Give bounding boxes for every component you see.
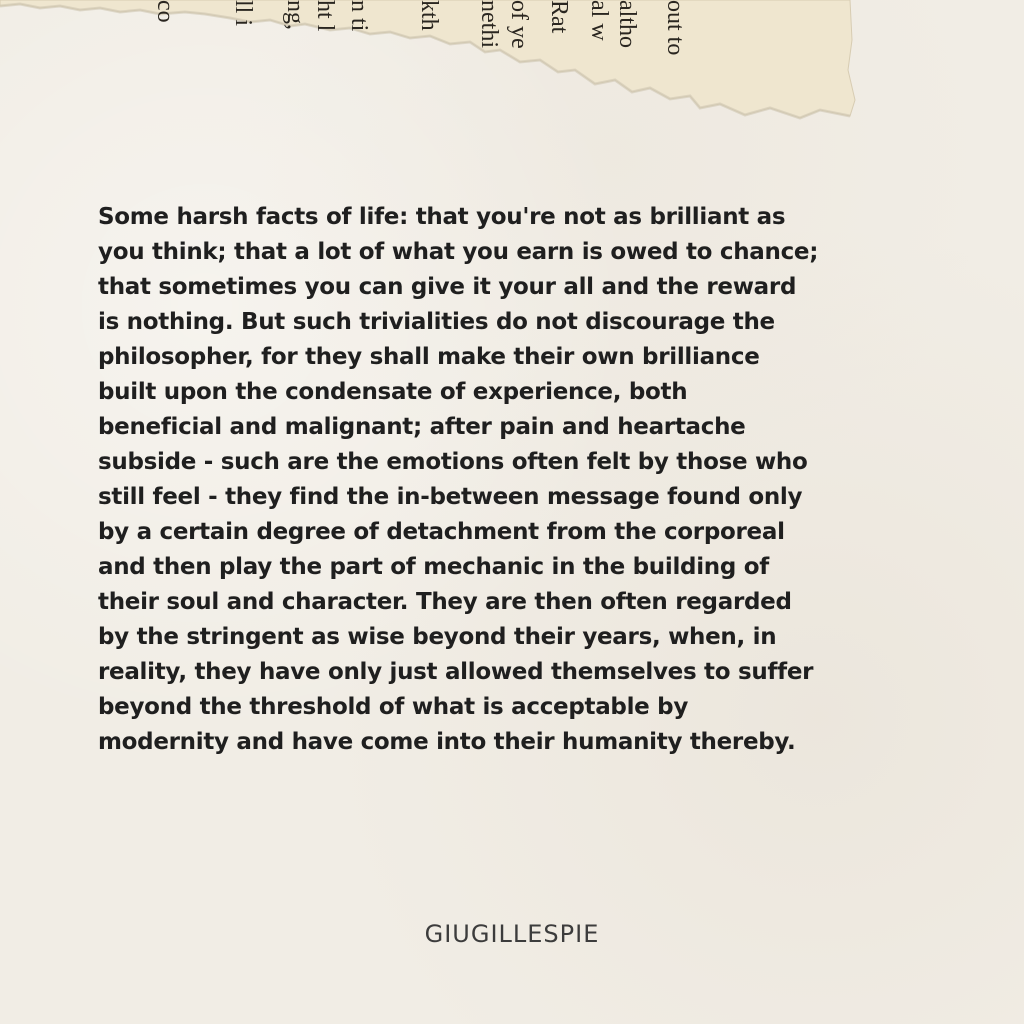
quote-line: you think; that a lot of what you earn is owed to chance; [98,239,819,265]
quote-line: Some harsh facts of life: that you're not as brilliant as [98,204,786,230]
quote-line: built upon the condensate of experience, both [98,379,688,405]
quote-line: subside - such are the emotions often felt by those who [98,449,808,475]
quote-line: by a certain degree of detachment from the corporeal [98,519,785,545]
quote-line: philosopher, for they shall make their own brilliance [98,344,760,370]
scrap-fragment: ht l [312,0,338,32]
scrap-fragment: co [152,0,178,23]
scrap-fragment: al w [586,0,612,41]
quote-line: their soul and character. They are then often regarded [98,589,792,615]
scrap-fragment: ll i [230,0,256,27]
quote-line: that sometimes you can give it your all and the reward [98,274,797,300]
quote-line: reality, they have only just allowed themselves to suffer [98,659,814,685]
quote-line: is nothing. But such trivialities do not discourage the [98,309,775,335]
author-signature: GIUGILLESPIE [424,920,600,948]
torn-book-page-scrap [0,0,860,130]
quote-line: beneficial and malignant; after pain and heartache [98,414,746,440]
quote-text [98,200,918,760]
quote-line: still feel - they find the in-between message found only [98,484,803,510]
scrap-fragment: of ye [506,0,532,49]
scrap-fragment: ng, [282,0,308,30]
quote-line: and then play the part of mechanic in the building of [98,554,769,580]
scrap-fragment: Rat [546,0,572,34]
scrap-fragment: nethi [476,0,502,48]
scrap-fragment: out to [662,0,688,56]
scrap-fragment: altho [614,0,640,48]
quote-line: modernity and have come into their humanity thereby. [98,729,796,755]
quote-line: by the stringent as wise beyond their years, when, in [98,624,777,650]
scrap-fragment: kth [416,0,442,31]
scrap-fragment: n ti [346,0,372,32]
quote-line: beyond the threshold of what is acceptable by [98,694,689,720]
